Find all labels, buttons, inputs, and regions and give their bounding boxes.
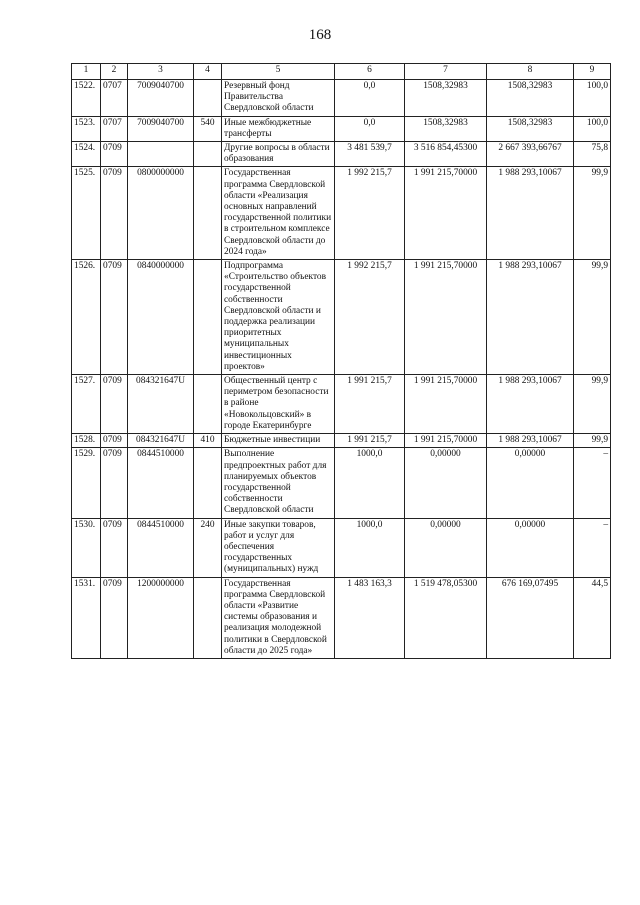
target-code: 1200000000: [128, 577, 194, 658]
table-body: [72, 80, 611, 659]
section-code: 0709: [101, 434, 128, 448]
table-row: [72, 434, 611, 448]
item-name: Общественный центр с периметром безопасности в районе «Новокольцовский» в городе Екатеринбурге: [222, 375, 335, 434]
section-code: 0709: [101, 518, 128, 577]
row-number: 1527.: [72, 375, 101, 434]
section-code: 0707: [101, 80, 128, 117]
table-row: [72, 577, 611, 658]
expense-type: [194, 167, 222, 260]
executed-amount: 0,00000: [487, 448, 574, 518]
column-header: 7: [405, 64, 487, 80]
expense-type: [194, 375, 222, 434]
execution-percent: 99,9: [574, 434, 611, 448]
approved-amount: 1 992 215,7: [335, 167, 405, 260]
target-code: 084321647U: [128, 434, 194, 448]
table-row: [72, 260, 611, 375]
row-number: 1529.: [72, 448, 101, 518]
approved-amount: 0,0: [335, 80, 405, 117]
target-code: 084321647U: [128, 375, 194, 434]
refined-amount: 1 991 215,70000: [405, 260, 487, 375]
execution-percent: –: [574, 518, 611, 577]
execution-percent: 100,0: [574, 116, 611, 141]
approved-amount: 1 991 215,7: [335, 434, 405, 448]
refined-amount: 1 991 215,70000: [405, 167, 487, 260]
approved-amount: 0,0: [335, 116, 405, 141]
refined-amount: 1508,32983: [405, 80, 487, 117]
executed-amount: 1508,32983: [487, 80, 574, 117]
column-header: 8: [487, 64, 574, 80]
item-name: Иные закупки товаров, работ и услуг для обеспечения государственных (муниципальных) нужд: [222, 518, 335, 577]
budget-table: [71, 63, 611, 659]
refined-amount: 0,00000: [405, 518, 487, 577]
refined-amount: 3 516 854,45300: [405, 142, 487, 167]
refined-amount: 1508,32983: [405, 116, 487, 141]
column-header: 4: [194, 64, 222, 80]
table-row: [72, 116, 611, 141]
target-code: 0844510000: [128, 448, 194, 518]
table-header-row: [72, 64, 611, 80]
item-name: Иные межбюджетные трансферты: [222, 116, 335, 141]
approved-amount: 1000,0: [335, 448, 405, 518]
row-number: 1528.: [72, 434, 101, 448]
item-name: Резервный фонд Правительства Свердловской области: [222, 80, 335, 117]
section-code: 0709: [101, 375, 128, 434]
executed-amount: 1508,32983: [487, 116, 574, 141]
refined-amount: 0,00000: [405, 448, 487, 518]
section-code: 0707: [101, 116, 128, 141]
expense-type: 240: [194, 518, 222, 577]
executed-amount: 1 988 293,10067: [487, 375, 574, 434]
column-header: 2: [101, 64, 128, 80]
execution-percent: 75,8: [574, 142, 611, 167]
refined-amount: 1 991 215,70000: [405, 434, 487, 448]
row-number: 1522.: [72, 80, 101, 117]
column-header: 3: [128, 64, 194, 80]
expense-type: [194, 260, 222, 375]
approved-amount: 3 481 539,7: [335, 142, 405, 167]
row-number: 1530.: [72, 518, 101, 577]
executed-amount: 1 988 293,10067: [487, 167, 574, 260]
section-code: 0709: [101, 260, 128, 375]
execution-percent: 99,9: [574, 375, 611, 434]
row-number: 1531.: [72, 577, 101, 658]
execution-percent: 44,5: [574, 577, 611, 658]
target-code: 0844510000: [128, 518, 194, 577]
row-number: 1526.: [72, 260, 101, 375]
execution-percent: –: [574, 448, 611, 518]
execution-percent: 100,0: [574, 80, 611, 117]
expense-type: 540: [194, 116, 222, 141]
column-header: 5: [222, 64, 335, 80]
executed-amount: 0,00000: [487, 518, 574, 577]
execution-percent: 99,9: [574, 167, 611, 260]
item-name: Другие вопросы в области образования: [222, 142, 335, 167]
item-name: Бюджетные инвестиции: [222, 434, 335, 448]
target-code: 0800000000: [128, 167, 194, 260]
expense-type: [194, 80, 222, 117]
row-number: 1525.: [72, 167, 101, 260]
table-row: [72, 518, 611, 577]
expense-type: [194, 448, 222, 518]
section-code: 0709: [101, 448, 128, 518]
executed-amount: 1 988 293,10067: [487, 434, 574, 448]
table-row: [72, 167, 611, 260]
table-row: [72, 448, 611, 518]
refined-amount: 1 519 478,05300: [405, 577, 487, 658]
table-row: [72, 142, 611, 167]
approved-amount: 1 991 215,7: [335, 375, 405, 434]
target-code: [128, 142, 194, 167]
refined-amount: 1 991 215,70000: [405, 375, 487, 434]
column-header: 1: [72, 64, 101, 80]
table-row: [72, 375, 611, 434]
item-name: Государственная программа Свердловской области «Развитие системы образования и реализация молодежной политики в Свердловской области до 2025 года»: [222, 577, 335, 658]
row-number: 1524.: [72, 142, 101, 167]
executed-amount: 1 988 293,10067: [487, 260, 574, 375]
executed-amount: 2 667 393,66767: [487, 142, 574, 167]
item-name: Выполнение предпроектных работ для планируемых объектов государственной собственности Свердловской области: [222, 448, 335, 518]
row-number: 1523.: [72, 116, 101, 141]
approved-amount: 1 992 215,7: [335, 260, 405, 375]
item-name: Государственная программа Свердловской области «Реализация основных направлений государственной политики в строительном комплексе Свердловской области до 2024 года»: [222, 167, 335, 260]
column-header: 9: [574, 64, 611, 80]
executed-amount: 676 169,07495: [487, 577, 574, 658]
expense-type: [194, 142, 222, 167]
section-code: 0709: [101, 142, 128, 167]
column-header: 6: [335, 64, 405, 80]
approved-amount: 1000,0: [335, 518, 405, 577]
section-code: 0709: [101, 167, 128, 260]
expense-type: 410: [194, 434, 222, 448]
table-row: [72, 80, 611, 117]
expense-type: [194, 577, 222, 658]
approved-amount: 1 483 163,3: [335, 577, 405, 658]
target-code: 7009040700: [128, 80, 194, 117]
execution-percent: 99,9: [574, 260, 611, 375]
target-code: 7009040700: [128, 116, 194, 141]
section-code: 0709: [101, 577, 128, 658]
page-number: 168: [308, 27, 332, 43]
item-name: Подпрограмма «Строительство объектов государственной собственности Свердловской области и поддержка реализации приоритетных муниципальных инвестиционных проектов»: [222, 260, 335, 375]
target-code: 0840000000: [128, 260, 194, 375]
